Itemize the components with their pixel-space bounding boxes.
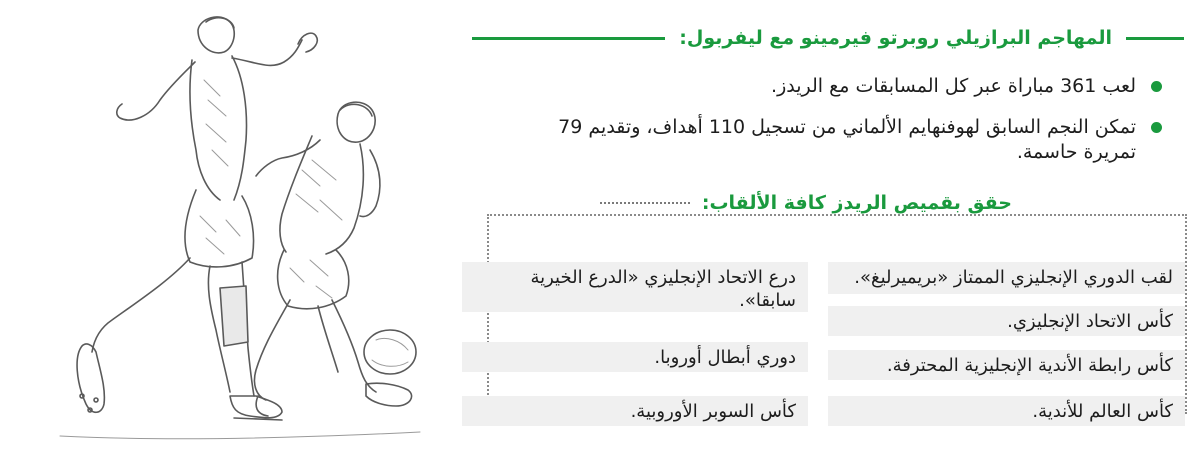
football-players-sketch [20, 0, 460, 456]
bullet-dot-icon [1151, 122, 1162, 133]
frame-dotted-top [487, 214, 1187, 216]
header-rule-right [1126, 37, 1184, 40]
frame-dotted-right [1185, 214, 1187, 414]
title-text: درع الاتحاد الإنجليزي «الدرع الخيرية سابقا». [530, 267, 796, 311]
header-rule-left [472, 37, 665, 40]
list-item-text: لعب 361 مباراة عبر كل المسابقات مع الريدز. [771, 75, 1136, 97]
title-text: دوري أبطال أوروبا. [654, 347, 796, 368]
titles-heading-row [600, 190, 1012, 216]
title-text: كأس رابطة الأندية الإنجليزية المحترفة. [886, 355, 1173, 376]
title-box [828, 262, 1185, 294]
titles-heading: حقق بقميص الريدز كافة الألقاب: [701, 192, 1012, 214]
title-box [462, 396, 808, 426]
title-box [828, 396, 1185, 426]
title-text: كأس الاتحاد الإنجليزي. [1007, 311, 1173, 332]
facts-list [500, 74, 1180, 181]
title-box [462, 262, 808, 312]
title-box [462, 342, 808, 372]
page-title: المهاجم البرازيلي روبرتو فيرمينو مع ليفربول: [679, 27, 1112, 49]
title-text: كأس السوبر الأوروبية. [630, 401, 796, 422]
list-item-text: تمكن النجم السابق لهوفنهايم الألماني من تسجيل 110 أهداف، وتقديم 79 تمريرة حاسمة. [558, 116, 1136, 163]
title-box [828, 306, 1185, 336]
list-item [500, 115, 1180, 165]
frame-dotted-left [487, 214, 489, 414]
list-item [500, 74, 1180, 99]
bullet-dot-icon [1151, 81, 1162, 92]
title-text: لقب الدوري الإنجليزي الممتاز «بريميرليغ». [854, 267, 1173, 288]
title-text: كأس العالم للأندية. [1032, 401, 1173, 422]
title-box [828, 350, 1185, 380]
header-row [472, 26, 1184, 50]
heading-dotted-rule [600, 202, 690, 204]
